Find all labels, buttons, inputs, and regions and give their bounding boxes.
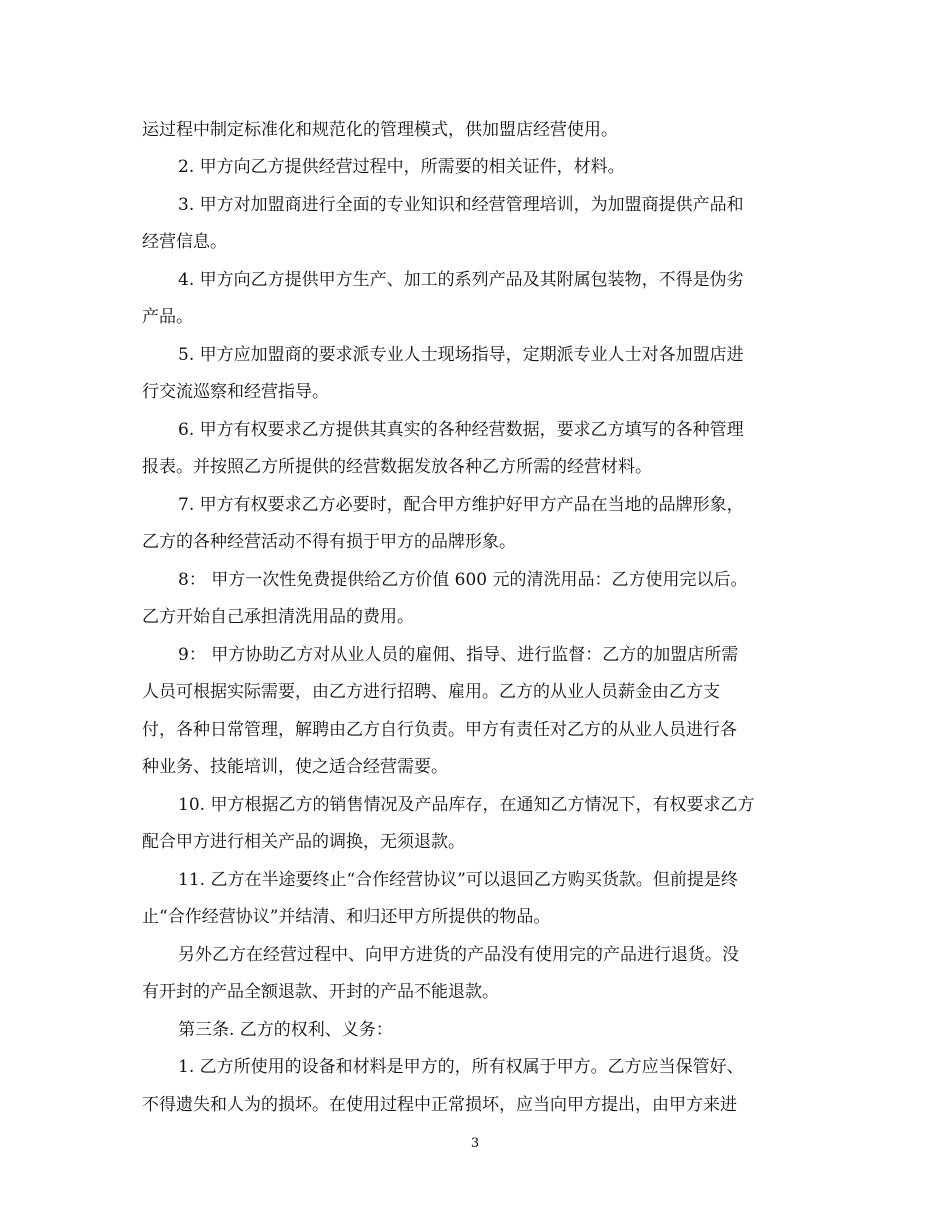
text-line: 9： 甲方协助乙方对从业人员的雇佣、指导、进行监督：乙方的加盟店所需 <box>178 645 739 665</box>
page-number: 3 <box>470 1136 480 1151</box>
text-line: 人员可根据实际需要，由乙方进行招聘、雇用。乙方的从业人员薪金由乙方支 <box>142 682 720 702</box>
text-line: 5. 甲方应加盟商的要求派专业人士现场指导，定期派专业人士对各加盟店进 <box>178 345 744 365</box>
text-line: 11. 乙方在半途要终止“合作经营协议”可以退回乙方购买货款。但前提是终 <box>178 870 738 890</box>
text-line: 报表。并按照乙方所提供的经营数据发放各种乙方所需的经营材料。 <box>142 457 652 477</box>
text-line: 产品。 <box>142 307 193 327</box>
text-line: 行交流巡察和经营指导。 <box>142 382 329 402</box>
text-line: 3. 甲方对加盟商进行全面的专业知识和经营管理培训，为加盟商提供产品和 <box>178 195 744 215</box>
text-line: 另外乙方在经营过程中、向甲方进货的产品没有使用完的产品进行退货。没 <box>178 945 739 965</box>
text-line: 10. 甲方根据乙方的销售情况及产品库存，在通知乙方情况下，有权要求乙方 <box>178 795 755 815</box>
section-heading: 第三条. 乙方的权利、义务： <box>178 1020 393 1040</box>
text-line: 乙方的各种经营活动不得有损于甲方的品牌形象。 <box>142 532 516 552</box>
text-line: 4. 甲方向乙方提供甲方生产、加工的系列产品及其附属包装物，不得是伪劣 <box>178 270 744 290</box>
text-line: 经营信息。 <box>142 232 227 252</box>
text-line: 8： 甲方一次性免费提供给乙方价值 600 元的清洗用品：乙方使用完以后。 <box>178 570 748 590</box>
text-line: 种业务、技能培训，使之适合经营需要。 <box>142 757 448 777</box>
text-line: 乙方开始自己承担清洗用品的费用。 <box>142 607 414 627</box>
text-line: 配合甲方进行相关产品的调换，无须退款。 <box>142 832 465 852</box>
text-line: 6. 甲方有权要求乙方提供其真实的各种经营数据，要求乙方填写的各种管理 <box>178 420 744 440</box>
text-line: 不得遗失和人为的损坏。在使用过程中正常损坏，应当向甲方提出，由甲方来进 <box>142 1095 737 1115</box>
text-line: 7. 甲方有权要求乙方必要时，配合甲方维护好甲方产品在当地的品牌形象， <box>178 495 744 515</box>
text-line: 有开封的产品全额退款、开封的产品不能退款。 <box>142 982 499 1002</box>
text-line: 1. 乙方所使用的设备和材料是甲方的，所有权属于甲方。乙方应当保管好、 <box>178 1057 744 1077</box>
text-line: 运过程中制定标准化和规范化的管理模式，供加盟店经营使用。 <box>142 120 618 140</box>
text-line: 2. 甲方向乙方提供经营过程中，所需要的相关证件，材料。 <box>178 157 625 177</box>
text-line: 付，各种日常管理，解聘由乙方自行负责。甲方有责任对乙方的从业人员进行各 <box>142 720 737 740</box>
text-line: 止“合作经营协议”并结清、和归还甲方所提供的物品。 <box>142 907 551 927</box>
